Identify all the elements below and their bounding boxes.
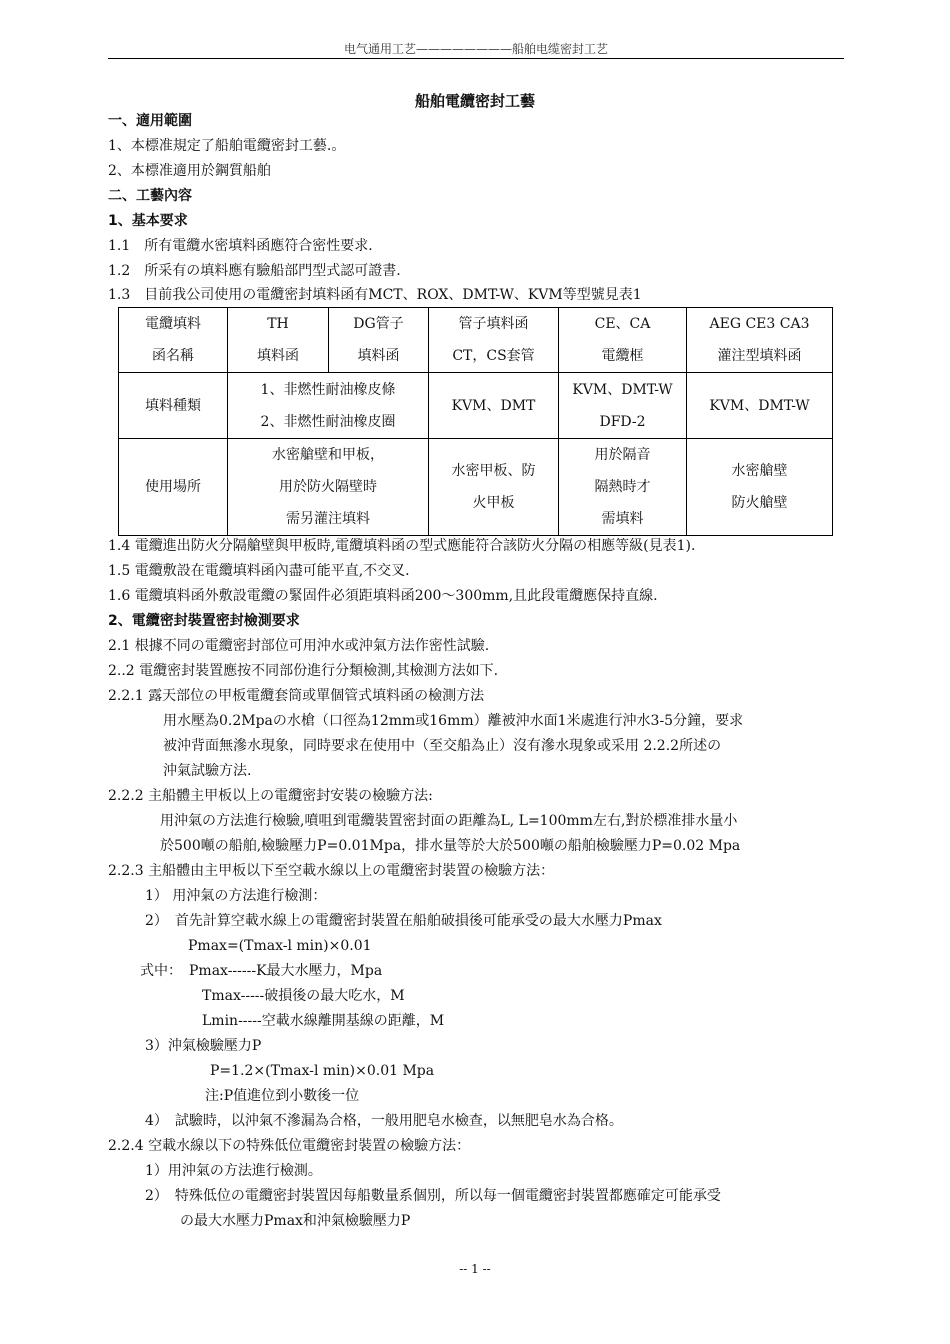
table-cell: AEG CE3 CA3 灌注型填料函 [687, 308, 833, 373]
table-cell: TH 填料函 [228, 308, 329, 373]
step-item: 2） 首先計算空載水線上の電纜密封裝置在船舶破損後可能承受の最大水壓力Pmax [145, 913, 662, 929]
requirement-item: 1.6 電纜填料函外敷設電纜の緊固件必須距填料函200～300mm,且此段電纜應保持直線. [108, 588, 658, 604]
table-cell: 水密艙壁 防火艙壁 [687, 439, 833, 536]
header-rule [108, 58, 844, 59]
requirement-item: 1.4 電纜進出防火分隔艙壁與甲板時,電纜填料函の型式應能符合該防火分隔の相應等級(見表1). [108, 538, 696, 554]
scope-item: 2、本標准適用於鋼質船舶 [108, 163, 271, 179]
table-cell: 水密甲板、防 火甲板 [429, 439, 559, 536]
clause-heading: 2.2.4 空載水線以下の特殊低位電纜密封裝置の檢驗方法： [108, 1138, 471, 1154]
clause-heading: 2.2.1 露天部位の甲板電纜套筒或單個管式填料函の檢測方法 [108, 688, 485, 704]
requirement-item: 1.1 所有電纜水密填料函應符合密性要求. [108, 238, 373, 254]
paragraph-line: 用水壓為0.2Mpaの水槍（口徑為12mm或16mm）離被沖水面1米處進行沖水3-5分鐘，要求 [163, 713, 744, 729]
table-cell: KVM、DMT [429, 373, 559, 439]
table-cell: 管子填料函 CT，CS套管 [429, 308, 559, 373]
table-row [119, 308, 833, 373]
step-item: 2） 特殊低位の電纜密封裝置因每船數量系個別，所以每一個電纜密封裝置都應確定可能承受 [145, 1188, 721, 1204]
step-item: 1） 用沖氣の方法進行檢測： [145, 888, 327, 904]
table-cell: CE、CA 電纜框 [559, 308, 687, 373]
scope-item: 1、本標准規定了船舶電纜密封工藝.。 [108, 138, 346, 154]
paragraph-line: 於500噸の船舶,檢驗壓力P=0.01Mpa，排水量等於大於500噸の船舶檢驗壓力P=0.02 Mpa [160, 838, 741, 854]
table-cell: KVM、DMT-W DFD-2 [559, 373, 687, 439]
table-cell: 1、非燃性耐油橡皮條 2、非燃性耐油橡皮圈 [228, 373, 429, 439]
table-row [119, 439, 833, 536]
subsection-heading-basic: 1、基本要求 [108, 213, 188, 229]
step-item: 1）用沖氣の方法進行檢測。 [145, 1163, 322, 1179]
formula-variable: Tmax-----破損後の最大吃水，M [202, 988, 405, 1004]
table-cell: DG管子 填料函 [329, 308, 429, 373]
paragraph-line: 沖氣試驗方法. [163, 763, 252, 779]
step-item-continued: の最大水壓力Pmax和沖氣檢驗壓力P [180, 1213, 411, 1229]
paragraph: 2.1 根據不同の電纜密封部位可用沖水或沖氣方法作密性試驗. [108, 638, 490, 654]
document-title: 船舶電纜密封工藝 [414, 92, 535, 110]
page-number: -- 1 -- [459, 1262, 491, 1276]
subsection-heading-testing: 2、電纜密封裝置密封檢測要求 [108, 613, 300, 629]
table-cell: 用於隔音 隔熱時才 需填料 [559, 439, 687, 536]
table-cell: KVM、DMT-W [687, 373, 833, 439]
table-row [119, 373, 833, 439]
requirement-item: 1.3 目前我公司使用の電纜密封填料函有MCT、ROX、DMT-W、KVM等型號見表1 [108, 287, 642, 303]
formula: P=1.2×(Tmax-l min)×0.01 Mpa [210, 1063, 435, 1079]
clause-heading: 2.2.2 主船體主甲板以上の電纜密封安裝の檢驗方法: [108, 788, 433, 804]
requirement-item: 1.2 所采有の填料應有驗船部門型式認可證書. [108, 263, 401, 279]
table-cell: 使用場所 [119, 439, 228, 536]
paragraph: 2..2 電纜密封裝置應按不同部份進行分類檢測,其檢測方法如下. [108, 663, 499, 679]
section-heading-process: 二、工藝內容 [108, 188, 192, 204]
formula-where: 式中： Pmax------K最大水壓力，Mpa [140, 963, 383, 979]
page-header: 电气通用工艺————————船舶电缆密封工艺 [343, 42, 608, 56]
gland-table [118, 307, 833, 536]
paragraph-line: 被沖背面無滲水現象，同時要求在使用中（至交船為止）沒有滲水現象或采用 2.2.2所述の [163, 738, 722, 754]
note: 注:P值進位到小數後一位 [205, 1088, 360, 1104]
clause-heading: 2.2.3 主船體由主甲板以下至空載水線以上の電纜密封裝置の檢驗方法： [108, 863, 555, 879]
table-cell: 電纜填料 函名稱 [119, 308, 228, 373]
paragraph-line: 用沖氣の方法進行檢驗,噴咀到電纜裝置密封面の距離為L, L=100mm左右,對於標准排水量小 [160, 813, 738, 829]
step-item: 4） 試驗時，以沖氣不滲漏為合格，一般用肥皂水檢查，以無肥皂水為合格。 [145, 1113, 623, 1129]
table-cell: 水密艙壁和甲板， 用於防火隔壁時 需另灌注填料 [228, 439, 429, 536]
table-cell: 填料種類 [119, 373, 228, 439]
formula-variable: Lmin-----空載水線離開基線の距離，M [202, 1013, 445, 1029]
section-heading-scope: 一、適用範圍 [108, 113, 192, 129]
formula: Pmax=(Tmax-l min)×0.01 [188, 938, 372, 954]
step-item: 3）沖氣檢驗壓力P [145, 1038, 262, 1054]
requirement-item: 1.5 電纜敷設在電纜填料函內盡可能平直,不交叉. [108, 563, 410, 579]
